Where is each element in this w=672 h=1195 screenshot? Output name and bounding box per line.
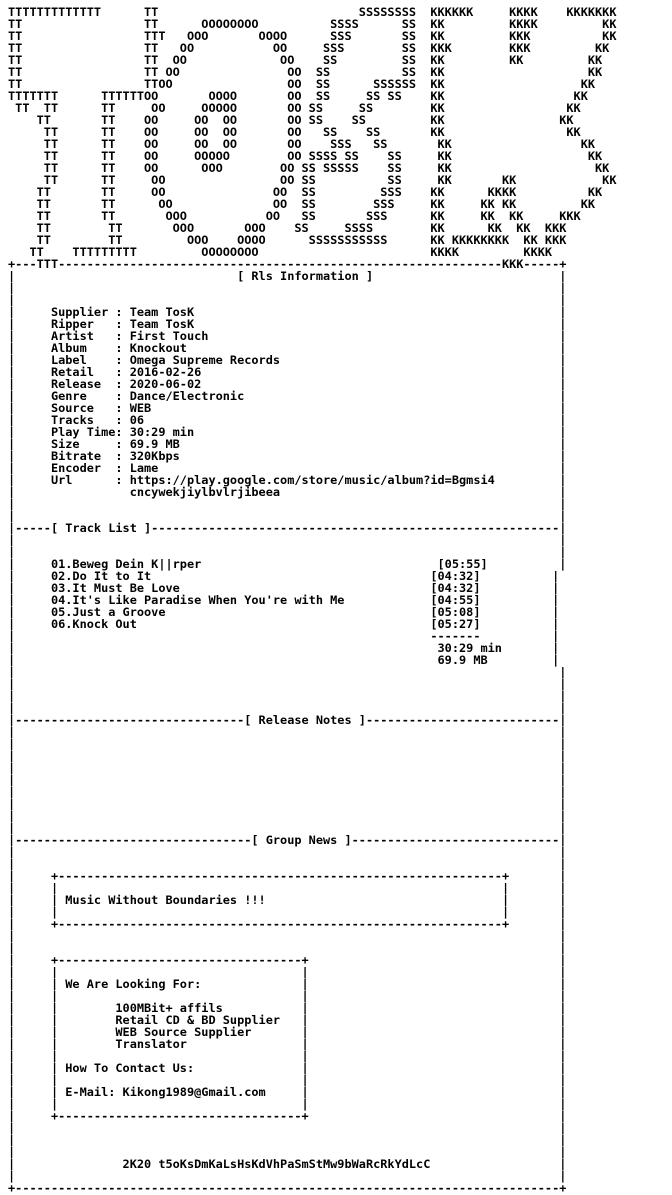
nfo-line: | | (8, 1169, 567, 1183)
nfo-line: | | Retail CD & BD Supplier | | (8, 1013, 567, 1027)
nfo-line: | ------- | (8, 629, 560, 643)
nfo-line: | 03.It Must Be Love [04:32] | (8, 581, 560, 595)
nfo-line: | | (8, 1145, 567, 1159)
nfo-line: | | | | (8, 1049, 567, 1063)
nfo-line: | | (8, 929, 567, 943)
nfo-line: | | (8, 809, 567, 823)
nfo-line: | [ Rls Information ] | (8, 269, 567, 283)
nfo-line: +---TTT--------------------------------------------------------------KKK-----+ (8, 257, 567, 271)
nfo-line: | | (8, 1133, 567, 1147)
nfo-line: TT TT OO OO OO OO SS SS KK KK (8, 125, 581, 139)
nfo-line: TT TT OO OO SS SSS KK KKKK KK (8, 185, 603, 199)
nfo-line: | | WEB Source Supplier | | (8, 1025, 567, 1039)
nfo-line: | | (8, 689, 567, 703)
nfo-line: | Artist : First Touch | (8, 329, 567, 343)
nfo-line: TT TT OO OO SS SS KK KK (8, 65, 603, 79)
nfo-line: | 05.Just a Groove [05:08] | (8, 605, 560, 619)
nfo-line: | +----------------------------------+ | (8, 953, 567, 967)
nfo-line: | Bitrate : 320Kbps | (8, 449, 567, 463)
nfo-line: | | (8, 545, 567, 559)
nfo-line: | Supplier : Team TosK | (8, 305, 567, 319)
nfo-line: | | (8, 785, 567, 799)
nfo-line: TT TT OOOOOOOO SSSS SS KK KKKK KK (8, 17, 617, 31)
nfo-line: TT TT OO OO SSS SS KKK KKK KK (8, 41, 610, 55)
nfo-line: TTTTTTT TTTTTTOO OOOO OO SS SS SS KK KK (8, 89, 588, 103)
nfo-line: | | | | (8, 965, 567, 979)
nfo-line: | Source : WEB | (8, 401, 567, 415)
nfo-line: | Release : 2020-06-02 | (8, 377, 567, 391)
nfo-line: | | Music Without Boundaries !!! | | (8, 893, 567, 907)
nfo-line: TT TT OO OOO OO SS SSSSS SS KK KK (8, 161, 610, 175)
nfo-line: TT TTT OOO OOOO SSS SS KK KKK KK (8, 29, 617, 43)
nfo-line: | Label : Omega Supreme Records | (8, 353, 567, 367)
nfo-line: TT TT OO OO OO OO SS SS KK KK (8, 113, 574, 127)
nfo-line: TT TTOO OO SS SSSSSS KK KK (8, 77, 596, 91)
nfo-line: | Genre : Dance/Electronic | (8, 389, 567, 403)
nfo-line: TT TT OO OO OO OO SSS SS KK KK (8, 137, 596, 151)
nfo-line: | | 100MBit+ affils | | (8, 1001, 567, 1015)
nfo-line: | | (8, 821, 567, 835)
nfo-line: | Url : https://play.google.com/store/music/album?id=Bgmsi4 | (8, 473, 567, 487)
nfo-line: TT TTTTTTTTT OOOOOOOO KKKK KKKK (8, 245, 553, 259)
nfo-line: | | | | (8, 881, 567, 895)
nfo-line: TT TT OO OO SS SSS KK KK KK KK (8, 197, 596, 211)
nfo-line: | 30:29 min | (8, 641, 560, 655)
nfo-line: | | (8, 857, 567, 871)
nfo-line: +----------------------------------------------------------------------------+ (8, 1181, 567, 1195)
nfo-line: | | (8, 701, 567, 715)
nfo-line: | | (8, 761, 567, 775)
nfo-line: | | | | (8, 1097, 567, 1111)
nfo-line: | | (8, 665, 567, 679)
nfo-line: | +--------------------------------------------------------------+ | (8, 917, 567, 931)
nfo-line: |-----[ Track List ]---------------------------------------------------------| (8, 521, 567, 535)
nfo-line: | | (8, 749, 567, 763)
nfo-line: TT TT OOO OO SS SSS KK KK KK KKK (8, 209, 581, 223)
nfo-line: | | (8, 797, 567, 811)
nfo-line: | +----------------------------------+ | (8, 1109, 567, 1123)
nfo-line: TTTTTTTTTTTTT TT SSSSSSSS KKKKKK KKKK KKKKKKK (8, 5, 617, 19)
nfo-line: | | (8, 293, 567, 307)
nfo-line: | | How To Contact Us: | | (8, 1061, 567, 1075)
nfo-line: | Encoder : Lame | (8, 461, 567, 475)
nfo-line: | Size : 69.9 MB | (8, 437, 567, 451)
nfo-line: | | Translator | | (8, 1037, 567, 1051)
nfo-line: | | (8, 725, 567, 739)
nfo-line: | | (8, 281, 567, 295)
nfo-line: | Retail : 2016-02-26 | (8, 365, 567, 379)
nfo-line: TT TT OO OO SS SS KK KK KK (8, 53, 603, 67)
nfo-line: | +--------------------------------------------------------------+ | (8, 869, 567, 883)
nfo-line: | Album : Knockout | (8, 341, 567, 355)
nfo-line: | | | | (8, 989, 567, 1003)
nfo-line: TT TT OOO OOOO SSSSSSSSSSS KK KKKKKKKK KK KKK (8, 233, 567, 247)
nfo-line: | 69.9 MB | (8, 653, 560, 667)
nfo-line: | Ripper : Team TosK | (8, 317, 567, 331)
nfo-line: | | (8, 737, 567, 751)
nfo-line: | 04.It's Like Paradise When You're with Me [04:55] | (8, 593, 560, 607)
nfo-line: | | (8, 533, 567, 547)
nfo-line: TT TT TT OO OOOOO OO SS SS KK KK (8, 101, 581, 115)
nfo-line: | | | | (8, 905, 567, 919)
nfo-line: |---------------------------------[ Group News ]-----------------------------| (8, 833, 567, 847)
nfo-line: | 2K20 t5oKsDmKaLsHsKdVhPaSmStMw9bWaRcRkYdLcC | (8, 1157, 567, 1171)
nfo-line: | | (8, 497, 567, 511)
nfo-line: TT TT OO OOOOO OO SSSS SS SS KK KK (8, 149, 603, 163)
nfo-line: | | (8, 773, 567, 787)
nfo-line: | | We Are Looking For: | | (8, 977, 567, 991)
nfo-line: | 01.Beweg Dein K||rper [05:55] | (8, 557, 567, 571)
nfo-line: |--------------------------------[ Release Notes ]---------------------------| (8, 713, 567, 727)
nfo-line: | 02.Do It to It [04:32] | (8, 569, 560, 583)
nfo-line: TT TT OOO OOO SS SSSS KK KK KK KKK (8, 221, 567, 235)
nfo-line: | | (8, 509, 567, 523)
nfo-line: | | (8, 677, 567, 691)
nfo-line: | 06.Knock Out [05:27] | (8, 617, 560, 631)
nfo-line: TT TT OO OO SS SS KK KK KK (8, 173, 617, 187)
nfo-line: | | (8, 941, 567, 955)
nfo-line: | Tracks : 06 | (8, 413, 567, 427)
nfo-line: | cncywekjiylbvlrjibeea | (8, 485, 567, 499)
nfo-line: | | E-Mail: Kikong1989@Gmail.com | | (8, 1085, 567, 1099)
nfo-line: | | | | (8, 1073, 567, 1087)
nfo-line: | | (8, 1121, 567, 1135)
nfo-line: | Play Time: 30:29 min | (8, 425, 567, 439)
nfo-line: | | (8, 845, 567, 859)
